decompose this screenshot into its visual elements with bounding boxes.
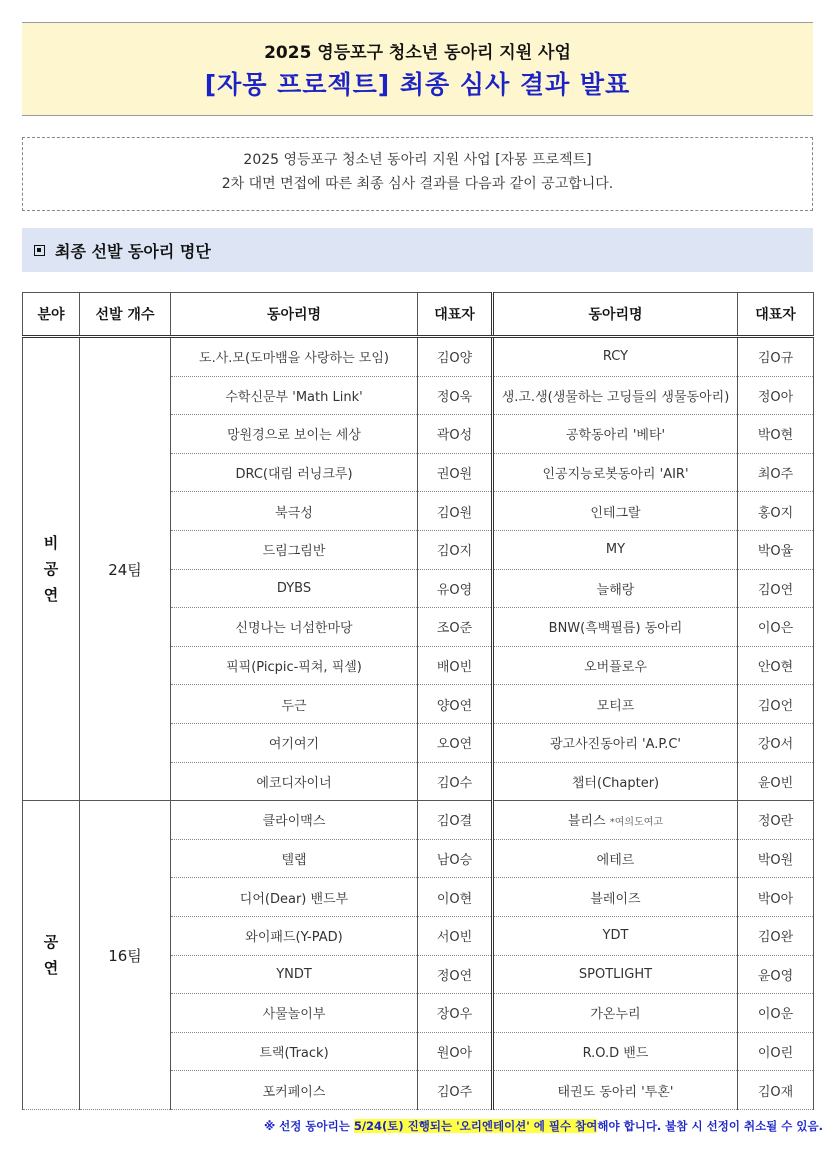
cell-text: 김O언 [757,698,794,714]
cell-text: 정O란 [757,814,794,830]
club-name-cell [171,994,418,1033]
leader-cell [738,337,814,377]
notice-box [22,137,813,211]
leader-cell [738,916,814,955]
cell-text: 유O영 [436,582,473,598]
cell-text: 김O결 [436,814,473,830]
leader-cell [738,492,814,531]
club-name-cell [171,878,418,917]
cell-text: 김O지 [436,544,473,560]
club-name-cell [493,646,738,685]
cell-text: 가온누리 [590,1007,641,1023]
club-name-cell [493,1071,738,1110]
leader-cell [738,1071,814,1110]
cell-text: 이O은 [757,621,794,637]
club-name-cell [493,415,738,454]
club-name-cell [493,569,738,608]
club-roster-table [22,292,814,1110]
title-line1: 2025 영등포구 청소년 동아리 지원 사업 [264,43,571,63]
field-char: 공 [43,933,59,951]
cell-text: 인테그랄 [590,505,641,521]
cell-text: 김O양 [436,351,473,367]
leader-cell [418,762,493,801]
field-cell [23,801,80,1110]
cell-text: 오버플로우 [584,660,647,676]
club-name-cell [493,916,738,955]
club-name-cell [171,1032,418,1071]
cell-text: 에테르 [596,853,635,869]
table-header-row [23,293,814,337]
header-field: 분야 [23,293,80,337]
cell-text: 김O연 [757,582,794,598]
table-row [23,801,814,840]
cell-text: 텔랩 [281,853,307,869]
field-cell [23,337,80,801]
cell-text: 박O율 [757,544,794,560]
cell-text: 김O규 [757,351,794,367]
club-name-cell [493,1032,738,1071]
leader-cell [418,453,493,492]
leader-cell [418,994,493,1033]
title-banner [22,22,813,116]
club-name-cell [171,530,418,569]
club-name-cell [171,608,418,647]
cell-text: 여기여기 [268,737,320,753]
cell-text: MY [605,542,626,558]
leader-cell [738,530,814,569]
leader-cell [738,415,814,454]
cell-text: 이O운 [757,1007,794,1023]
cell-text: 배O빈 [436,660,473,676]
cell-text: 신명나는 너섬한마당 [235,621,353,637]
leader-cell [738,801,814,840]
club-name-cell [171,801,418,840]
cell-text: SPOTLIGHT [578,966,653,982]
cell-text: 픽픽(Picpic-픽쳐, 픽셀) [226,660,362,676]
cell-text: 김O주 [436,1084,473,1100]
header-count: 선발 개수 [80,293,171,337]
club-name-cell [493,723,738,762]
notice-line2: 2차 대면 면접에 따른 최종 심사 결과를 다음과 같이 공고합니다. [221,176,614,192]
cell-text: YNDT [276,966,312,982]
cell-text: 포커페이스 [262,1084,326,1100]
club-name-cell [171,492,418,531]
cell-text: 김O수 [436,775,473,791]
leader-cell [738,646,814,685]
table-row [23,337,814,377]
header-club-name: 동아리명 [171,293,418,337]
cell-text: 정O연 [436,968,473,984]
field-char: 연 [43,586,59,605]
cell-text: 챕터(Chapter) [571,775,660,791]
club-name-cell [171,762,418,801]
club-name-cell [171,337,418,377]
cell-text: 두근 [281,698,307,714]
club-name-cell [171,916,418,955]
leader-cell [738,376,814,415]
section-title: 최종 선발 동아리 명단 [55,241,211,261]
club-name-cell [171,646,418,685]
cell-text: YDT [602,928,629,944]
cell-text: BNW(흑백필름) 동아리 [548,621,683,637]
leader-cell [418,839,493,878]
cell-text: RCY [602,349,629,365]
club-name-cell [493,685,738,724]
leader-cell [418,685,493,724]
field-char: 비 [43,534,59,553]
cell-text: 클라이맥스 [262,814,326,830]
leader-cell [738,955,814,994]
leader-cell [738,762,814,801]
field-char: 공 [43,560,59,579]
club-name-cell [171,723,418,762]
cell-text: 원O아 [436,1045,473,1061]
cell-text: 윤O빈 [757,775,794,791]
club-name-cell [493,337,738,377]
cell-text: 김O원 [436,505,473,521]
leader-cell [418,415,493,454]
club-name-cell [493,955,738,994]
footer-note [0,1118,823,1134]
notice-line1: 2025 영등포구 청소년 동아리 지원 사업 [자몽 프로젝트] [243,152,592,168]
leader-cell [738,569,814,608]
footer-highlight: 5/24(토) 진행되는 '오리엔테이션' 에 필수 참여 [353,1119,598,1133]
club-name-cell [493,801,738,840]
club-name-cell [171,955,418,994]
cell-text: 도.사.모(도마뱀을 사랑하는 모임) [199,351,389,367]
leader-cell [418,530,493,569]
cell-text: 이O현 [436,891,473,907]
club-name-cell [493,453,738,492]
cell-text: 북극성 [275,505,313,521]
leader-cell [418,801,493,840]
cell-text: 드림그림반 [262,544,326,560]
club-name-cell [493,530,738,569]
club-name-cell [493,839,738,878]
cell-text: 양O연 [436,698,473,714]
cell-text: 생.고.생(생물하는 고딩들의 생물동아리) [501,389,730,405]
leader-cell [418,878,493,917]
club-name-cell [493,492,738,531]
count-cell: 24팀 [80,337,171,801]
cell-text: 에코디자이너 [256,775,332,791]
cell-text: 장O우 [436,1007,473,1023]
cell-text: DYBS [276,580,312,596]
cell-text: 김O완 [757,930,794,946]
leader-cell [418,492,493,531]
leader-cell [738,453,814,492]
school-note: *여의도여고 [609,817,664,829]
club-name-cell [171,839,418,878]
cell-text: 남O승 [436,853,473,869]
leader-cell [738,839,814,878]
cell-text: 블리스 [567,814,606,830]
cell-text: 박O아 [757,891,794,907]
club-name-cell [171,569,418,608]
leader-cell [418,1032,493,1071]
leader-cell [738,608,814,647]
club-name-cell [171,685,418,724]
leader-cell [418,723,493,762]
club-name-cell [171,453,418,492]
cell-text: 권O원 [436,467,473,483]
cell-text: 박O현 [757,428,794,444]
cell-text: 이O린 [757,1045,794,1061]
cell-text: 망원경으로 보이는 세상 [227,428,361,444]
cell-text: 강O서 [757,737,794,753]
leader-cell [418,569,493,608]
cell-text: 곽O성 [436,428,473,444]
leader-cell [738,994,814,1033]
header-club-name-2: 동아리명 [493,293,738,337]
cell-text: 모티프 [596,698,635,714]
cell-text: 태권도 동아리 '투혼' [557,1084,674,1100]
cell-text: 공학동아리 '베타' [565,428,666,444]
cell-text: 디어(Dear) 밴드부 [239,891,349,907]
cell-text: 블레이즈 [590,891,641,907]
square-bullet-icon [34,245,45,256]
cell-text: 윤O영 [757,968,794,984]
cell-text: 정O욱 [436,389,473,405]
leader-cell [418,955,493,994]
cell-text: 사물놀이부 [262,1007,326,1023]
leader-cell [418,608,493,647]
count-cell: 16팀 [80,801,171,1110]
section-header [22,228,813,272]
cell-text: 홍O지 [757,505,794,521]
cell-text: 정O아 [757,389,794,405]
cell-text: 김O재 [757,1084,794,1100]
cell-text: DRC(대림 러닝크루) [235,467,353,483]
header-leader: 대표자 [418,293,493,337]
leader-cell [738,723,814,762]
club-name-cell [171,415,418,454]
cell-text: 와이패드(Y-PAD) [245,930,343,946]
cell-text: 최O주 [757,467,794,483]
leader-cell [738,878,814,917]
cell-text: 오O연 [436,737,473,753]
cell-text: 박O원 [757,853,794,869]
cell-text: R.O.D 밴드 [582,1045,649,1061]
cell-text: 수학신문부 'Math Link' [225,389,363,405]
leader-cell [418,337,493,377]
club-name-cell [493,376,738,415]
leader-cell [418,916,493,955]
leader-cell [418,646,493,685]
club-name-cell [493,762,738,801]
footer-prefix: ※ 선정 동아리는 [263,1119,354,1133]
cell-text: 인공지능로봇동아리 'AIR' [542,467,689,483]
header-leader-2: 대표자 [738,293,814,337]
cell-text: 조O준 [436,621,473,637]
club-name-cell [171,376,418,415]
leader-cell [418,1071,493,1110]
leader-cell [738,685,814,724]
cell-text: 늘해랑 [596,582,635,598]
cell-text: 안O현 [757,660,794,676]
club-name-cell [493,608,738,647]
club-name-cell [493,878,738,917]
group-non-performance [23,337,814,801]
cell-text: 광고사진동아리 'A.P.C' [549,737,681,753]
leader-cell [418,376,493,415]
club-name-cell [493,994,738,1033]
field-char: 연 [43,959,59,977]
cell-text: 트랙(Track) [259,1045,329,1061]
cell-text: 서O빈 [436,930,473,946]
title-line2: [자몽 프로젝트] 최종 심사 결과 발표 [204,70,631,99]
group-performance [23,801,814,1110]
club-name-cell [171,1071,418,1110]
footer-suffix: 해야 합니다. 불참 시 선정이 취소될 수 있음. [597,1119,823,1133]
leader-cell [738,1032,814,1071]
